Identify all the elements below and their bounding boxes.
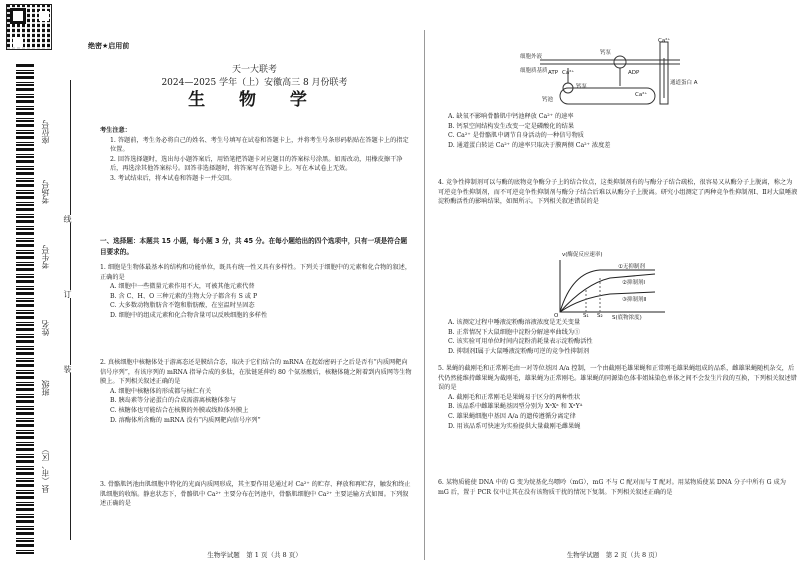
option: A. 细胞中核糖体的形成都与核仁有关 bbox=[110, 387, 212, 395]
option: D. 溶酶体所含酶的 mRNA 没有“内质网靶向信号序列” bbox=[110, 416, 261, 424]
note-item: 1. 答题前，考生务必将自己的姓名、考生号填写在试卷和答题卡上，并将考生号条形码粘贴在答题卡上的指定位置。 bbox=[110, 136, 409, 154]
option: B. 该品系中雌雄果蝇基因型分别为 XᵃXᵃ 和 XᵃYᴬ bbox=[448, 403, 583, 411]
county-label: 县（市、区） bbox=[41, 445, 50, 493]
candidate-number-label: 考生号 bbox=[41, 245, 50, 269]
graph-tick: S₂ bbox=[597, 313, 603, 319]
question-5 bbox=[438, 364, 798, 431]
question-stem: 2. 真核细胞中核糖体处于游离态还是膜结合态，取决于它们结合的 mRNA 在起始密码子之后是否有“内质网靶向信号序列”，有该序列的 mRNA 指导合成的多肽，在肽链延伸约 80 个氨基酸后，核糖体随之附着到内质网等生物膜上。下列相关叙述正确的是 bbox=[100, 359, 412, 386]
question-4-options bbox=[438, 318, 798, 356]
exam-name: 天一大联考 bbox=[231, 65, 277, 75]
question-6-stem: 6. 某物质能使 DNA 中的 G 变为烷基化鸟嘌呤（mG），mG 不与 C 配对而与 T 配对。用某物质使某 DNA 分子中所有 G 成为 mG 后，置于 PCR 仪中让其在没有该物质干扰的情况下复制。下列相关叙述正确的是 bbox=[438, 479, 786, 496]
diagram-label: ADP bbox=[628, 70, 640, 76]
exam-title: 2024—2025 学年（上）安徽高三 8 月份联考 bbox=[161, 78, 348, 88]
binding-mark-line: 线 bbox=[63, 215, 72, 223]
option: A. 细胞中一些微量元素作用不大，可被其他元素代替 bbox=[110, 283, 255, 291]
barcode bbox=[16, 64, 34, 554]
diagram-label: 通道蛋白 A bbox=[670, 80, 698, 86]
question-stem: 1. 细胞是生物体最基本的结构和功能单位，既具有统一性又具有多样性。下列关于细胞中的元素和化合物的叙述，正确的是 bbox=[100, 264, 412, 281]
diagram-label: 细胞外液 bbox=[520, 54, 543, 60]
page-divider bbox=[424, 30, 425, 560]
diagram-label: 钙泵 bbox=[576, 84, 588, 90]
diagram-label: 细胞质基质 bbox=[520, 68, 548, 74]
question-stem: 5. 果蝇的截刚毛和正常刚毛由一对等位基因 A/a 控制，一个由截刚毛雄果蝇和正常刚毛雄果蝇组成的品系，雌雄果蝇随机杂交，后代仍然能维持雌果蝇为截刚毛，雄果蝇为正常刚毛。雄果蝇的同源染色体非姐妹染色单体之间不会发生片段的互换，下列相关叙述错误的是 bbox=[438, 365, 797, 392]
binding-margin bbox=[0, 0, 92, 565]
exam-room-label: 考场号 bbox=[41, 180, 50, 204]
diagram-label: Ca²⁺ bbox=[562, 70, 575, 76]
option: A. 该测定过程中唾液淀粉酶溶液浓度是无关变量 bbox=[448, 319, 581, 326]
option: D. 抑制剂Ⅰ属于大鼠唾液淀粉酶可逆的竞争性抑制剂 bbox=[448, 347, 590, 355]
option: C. 核糖体也可能结合在核膜的外膜或线粒体外膜上 bbox=[110, 406, 249, 414]
option: A. 截刚毛和正常刚毛是果蝇易于区分的两种性状 bbox=[448, 393, 581, 401]
diagram-label: 钙泵 bbox=[600, 50, 612, 56]
question-3-options bbox=[438, 112, 798, 150]
option: A. 缺氧不影响骨骼肌中钙池释放 Ca²⁺ 的速率 bbox=[448, 113, 574, 120]
candidate-notes bbox=[100, 126, 412, 184]
question-4-stem: 4. 竞争性抑制剂可以与酶的底物竞争酶分子上的结合位点，这类抑制剂有的与酶分子结合疏松，很容易又从酶分子上脱离，称之为可逆竞争性抑制剂，而不可逆竞争性抑制剂与酶分子结合后难以从酶分子上脱离。研究小组测定了两种竞争性抑制剂Ⅰ、Ⅱ对大鼠唾液淀粉酶活性的影响结果，如图所示。下列相关叙述错误的是 bbox=[438, 179, 798, 206]
graph-xlabel: S(底物浓度) bbox=[612, 315, 642, 321]
diagram-label: Ca²⁺ bbox=[635, 92, 648, 98]
qr-code bbox=[6, 4, 52, 50]
binding-mark-staple: 订 bbox=[63, 290, 72, 298]
note-item: 2. 回答选择题时，选出每小题答案后，用铅笔把答题卡对应题目的答案标号涂黑。如需改动，用橡皮擦干净后，再选涂其他答案标号。回答非选择题时，将答案写在答题卡上。写在本试卷上无效。 bbox=[110, 155, 403, 173]
question-1 bbox=[100, 263, 412, 321]
option: D. 细胞中的组成元素和化合物含量可以反映细胞的多样性 bbox=[110, 311, 268, 319]
graph-curve-label: ③抑制剂Ⅱ bbox=[622, 297, 647, 303]
option: C. 雄果蝇细胞中基因 A/a 的遗传遵循分离定律 bbox=[448, 412, 576, 420]
page-footer: 生物学试题 第 2 页（共 8 页） bbox=[566, 551, 662, 559]
option: C. 该实验可用单位时间内淀粉消耗量表示淀粉酶活性 bbox=[448, 338, 593, 346]
diagram-label: 钙池 bbox=[542, 97, 554, 103]
enzyme-rate-graph bbox=[550, 252, 670, 321]
seat-number-label: 座位号 bbox=[41, 120, 50, 144]
graph-ylabel: v(酶促反应速率) bbox=[562, 252, 603, 258]
option: B. 正常情况下大鼠细胞中淀粉分解速率曲线为① bbox=[448, 328, 581, 336]
question-3-stem: 3. 骨骼肌钙池由肌细胞中特化的光面内质网形成，其主要作用是通过对 Ca²⁺ 的贮存、释放和再贮存，触发和终止肌细胞的收缩。静息状态下，骨骼肌中 Ca²⁺ 主要分布在钙池中，骨骼肌细胞中 Ca²⁺ 主要运输方式如图。下列叙述正确的是 bbox=[100, 481, 411, 508]
section-heading: 一、选择题：本题共 15 小题，每小题 3 分，共 45 分。在每小题给出的四个选项中，只有一项是符合题目要求的。 bbox=[100, 237, 408, 256]
notes-heading: 考生注意： bbox=[100, 127, 131, 134]
option: D. 用该品系可快速为实验提供大量截刚毛雌果蝇 bbox=[448, 422, 581, 430]
page-1 bbox=[92, 0, 417, 565]
graph-origin: O bbox=[554, 313, 559, 319]
question-2 bbox=[100, 358, 412, 425]
option: B. 钙泵空间结构发生改变一定是磷酸化的结果 bbox=[448, 122, 575, 130]
class-label: 班级 bbox=[41, 380, 50, 396]
page-footer: 生物学试题 第 1 页（共 8 页） bbox=[207, 551, 302, 559]
option: C. Ca²⁺ 是骨骼肌中调节自身活动的一种信号物质 bbox=[448, 132, 584, 140]
graph-tick: S₁ bbox=[583, 313, 589, 319]
binding-mark-bind: 装 bbox=[63, 365, 72, 373]
diagram-label: ATP bbox=[548, 70, 559, 76]
binding-line bbox=[70, 80, 71, 540]
note-item: 3. 考试结束后，将本试卷和答题卡一并交回。 bbox=[110, 174, 236, 182]
graph-curve-label: ①无抑制剂 bbox=[618, 264, 645, 270]
option: B. 胰岛素等分泌蛋白的合成需游离核糖体参与 bbox=[110, 397, 237, 405]
option: B. 含 C、H、O 三种元素的生物大分子都含有 S 或 P bbox=[110, 292, 258, 300]
option: C. 大多数动物脂肪含不饱和脂肪酸，在室温时呈固态 bbox=[110, 302, 255, 310]
confidential-mark: 绝密★启用前 bbox=[88, 42, 130, 50]
name-label: 姓名 bbox=[41, 320, 50, 336]
subject-title: 生 物 学 bbox=[188, 90, 321, 110]
option: D. 通道蛋白转运 Ca²⁺ 的速率只取决于膜两侧 Ca²⁺ 浓度差 bbox=[448, 141, 611, 149]
graph-curve-label: ②抑制剂Ⅰ bbox=[622, 280, 646, 286]
diagram-label: Ca²⁺ bbox=[658, 38, 671, 44]
